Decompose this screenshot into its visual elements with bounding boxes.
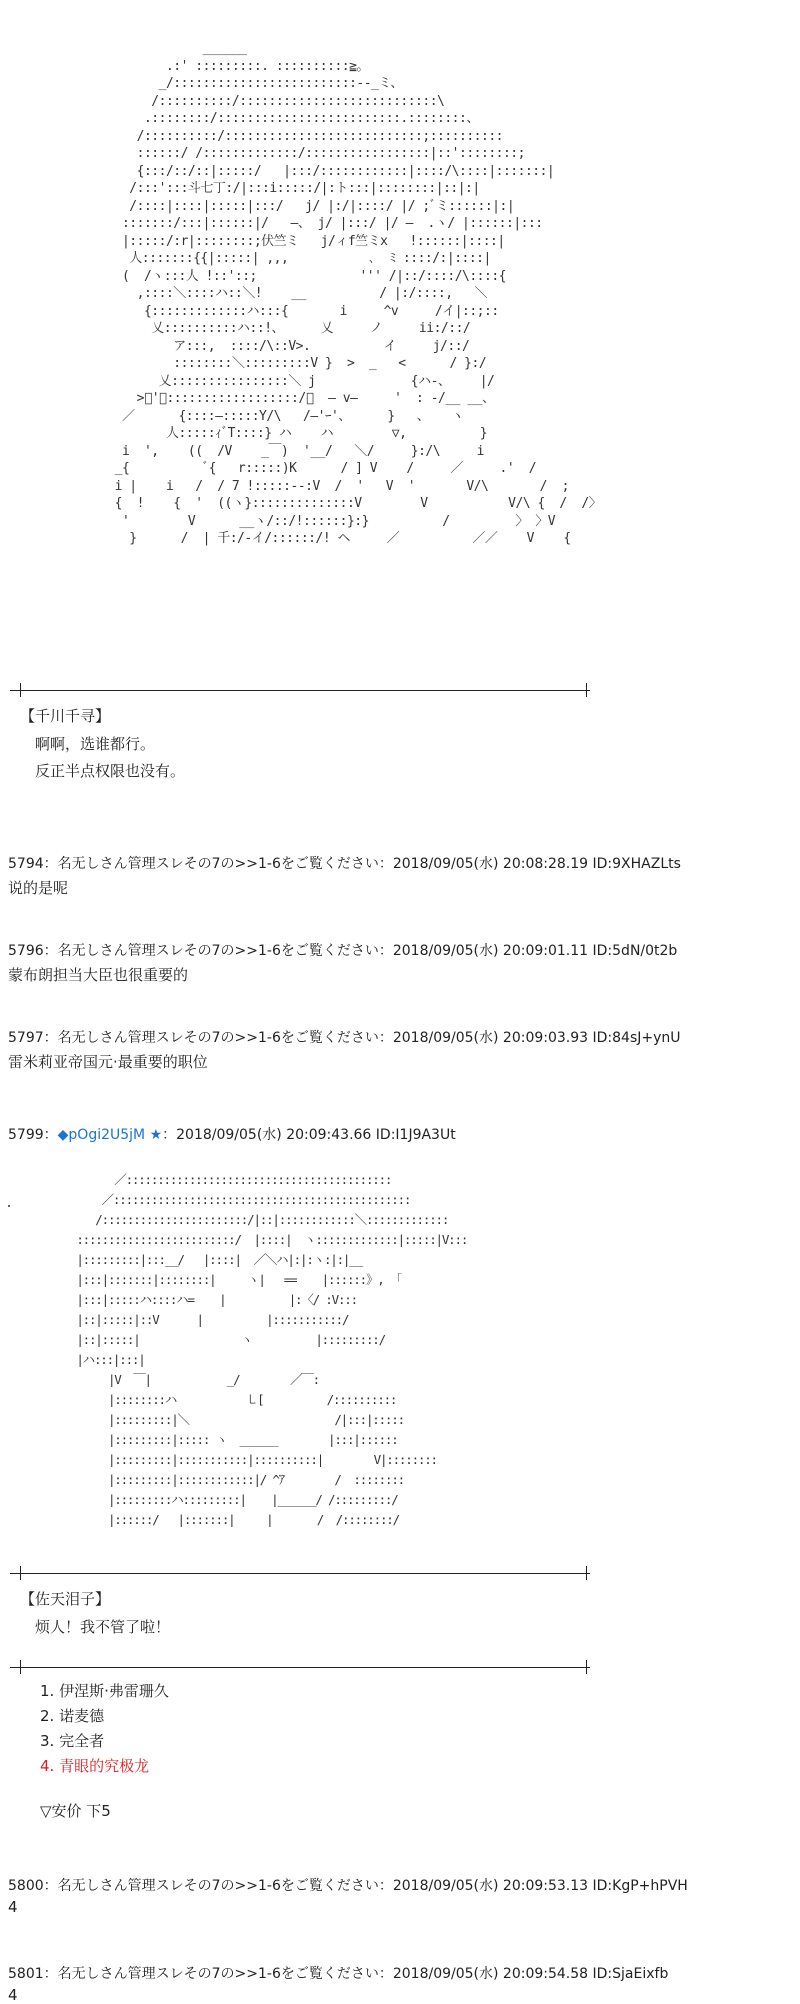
post-number: 5799： xyxy=(8,1127,58,1143)
divider xyxy=(10,690,590,691)
post-body: 4 xyxy=(8,1898,18,1916)
post-meta: ：2018/09/05(水) 20:09:43.66 ID:I1J9A3Ut xyxy=(162,1127,456,1143)
post-header: 5794：名无しさん管理スレその7の>>1-6をご覧ください：2018/09/05(水) 20:08:28.19 ID:9XHAZLts xyxy=(8,856,681,872)
post-header: 5800：名无しさん管理スレその7の>>1-6をご覧ください：2018/09/05(水) 20:09:53.13 ID:KgP+hPVH xyxy=(8,1878,688,1894)
speaker-name: 【佐天泪子】 xyxy=(20,1590,111,1608)
post-header-5799 xyxy=(8,1124,456,1144)
divider xyxy=(10,1667,590,1668)
post-header: 5801：名无しさん管理スレその7の>>1-6をご覧ください：2018/09/05(水) 20:09:54.58 ID:SjaEixfb xyxy=(8,1966,669,1982)
post-body: 蒙布朗担当大臣也很重要的 xyxy=(8,966,189,984)
ascii-art-saten: ／:::::::::::::::::::::::::::::::::::::::::: ／::::::::::::::::::::::::::::::::::::::::::::::: /:::::::::::::::::::::::/|::|::::::::::::＼::::::::::::: :::::::::::::::::::::::::/ |::::| ヽ:::::::::::::|:::::|V::: |:::::::::|:::__/ |::::| ／＼ハ|:|:ヽ:|:|__ |:::|:::::::|::::::::| ヽ| == |::::::》, 「 |:::|:::::ハ::::ハ= | |:〈/ :V::: |::|:::::|::V | |:::::::::::/ |::|:::::| ヽ |:::::::::/ |ハ:::|:::| |V ￣| _/ ／￣: |::::::::ハ ㇄[ /:::::::::: |:::::::::|＼ /|:::|::::: |:::::::::|::::: ヽ ______ |:::|:::::: |:::::::::|:::::::::::|::::::::::| V|:::::::: |:::::::::|::::::::::::|/ ^ｱ / :::::::: |:::::::::ハ:::::::::| |______/ /:::::::::/ |::::::/ |:::::::| | / /::::::::/ xyxy=(76,1172,468,1527)
stray-dot xyxy=(8,1205,10,1207)
divider xyxy=(10,1573,590,1574)
post-header: 5797：名无しさん管理スレその7の>>1-6をご覧ください：2018/09/05(水) 20:09:03.93 ID:84sJ+ynU xyxy=(8,1030,681,1046)
divider-tick xyxy=(586,1660,587,1674)
divider-tick xyxy=(20,1660,21,1674)
divider-tick xyxy=(586,683,587,697)
speech-line: 反正半点权限也没有。 xyxy=(35,762,186,780)
speech-line: 烦人！我不管了啦！ xyxy=(35,1618,171,1636)
divider-tick xyxy=(20,683,21,697)
post-body: 雷米莉亚帝国元·最重要的职位 xyxy=(8,1053,208,1071)
divider-tick xyxy=(20,1566,21,1580)
post-header: 5796：名无しさん管理スレその7の>>1-6をご覧ください：2018/09/05(水) 20:09:01.11 ID:5dN/0t2b xyxy=(8,943,678,959)
post-body: 4 xyxy=(8,1986,18,2004)
divider-tick xyxy=(586,1566,587,1580)
choice-item: 3. 完全者 xyxy=(40,1732,105,1750)
trip-code: ◆pOgi2U5jM ★ xyxy=(57,1127,163,1143)
anchor-note: ▽安价 下5 xyxy=(40,1802,111,1820)
post-body: 说的是呢 xyxy=(8,879,69,897)
speaker-name: 【千川千寻】 xyxy=(20,707,111,725)
speech-line: 啊啊，选谁都行。 xyxy=(35,735,156,753)
choice-item: 2. 诺麦德 xyxy=(40,1707,105,1725)
ascii-art-chihiro: ______ .:' :::::::::. ::::::::::≧。 _/:::::::::::::::::::::::::--_ミ、 /::::::::::/:::::::::::::::::::::::::::\ .::::::::/:::::::::::::::::::::::::.::::::::、 /::::::::::/:::::::::::::::::::::::::::;:::::::::: ::::::/ /:::::::::::::/:::::::::::::::::|::'::::::::; {:::/::/::|:::::/ |:::/::::::::::::|::::/\::::|:::::::| /:::':::斗七丁:/|:::i:::::/|:ト:::|::::::::|::|:| /::::|::::|:::::|:::/ j/ |:/|::::/ |/ ;ﾞミ::::::|:| :::::::/:::|::::::|/ ―、 j/ |:::/ |/ ― .ヽ/ |::::::|::: |:::::/:r|::::::::;伏竺ミ j/ィf竺ミx !::::::|::::| 人:::::::{{|:::::| ,,, ､ ﾐ ::::/:|::::| ( /ヽ:::人 !::'::; ''' /|::/::::/\::::{ ,::::＼::::ハ::＼! __ / |:/::::, ＼ {:::::::::::::ハ:::{ i ^v /イ|::;:: 乂::::::::::ハ::!、 乂 ノ ii:/::/ ア:::, ::::/\::V>. イ j/::/ ::::::::＼:::::::::V } > _ < / }:/ 乂::::::::::::::::＼ j {ハ-、 |/ >ﾟ'＼::::::::::::::::::/ﾞ ― v― ' : -/__ __、 ／ {::::―:::::Y/\ /―'ｰ'、 } 、 ヽ 人:::::ｨﾞT::::} ハ ハ ▽, } i ', (( /V _￣) '__/ ＼/ }:/\ i _{ ﾞ{ r:::::)K / ] V / ／ .' / i | i / / 7 !:::::--:V / ' V ' V/\ / ; { ! { ' ((ヽ}::::::::::::::V V V/\ { / /〉 ' V __ヽ/::/!::::::}:} / 〉 〉V } / | 千:/-イ/::::::/! ヘ ／ ／／ V { xyxy=(114,41,602,546)
choice-item-selected: 4. 青眼的究极龙 xyxy=(40,1757,150,1775)
choice-item: 1. 伊涅斯·弗雷珊久 xyxy=(40,1682,169,1700)
